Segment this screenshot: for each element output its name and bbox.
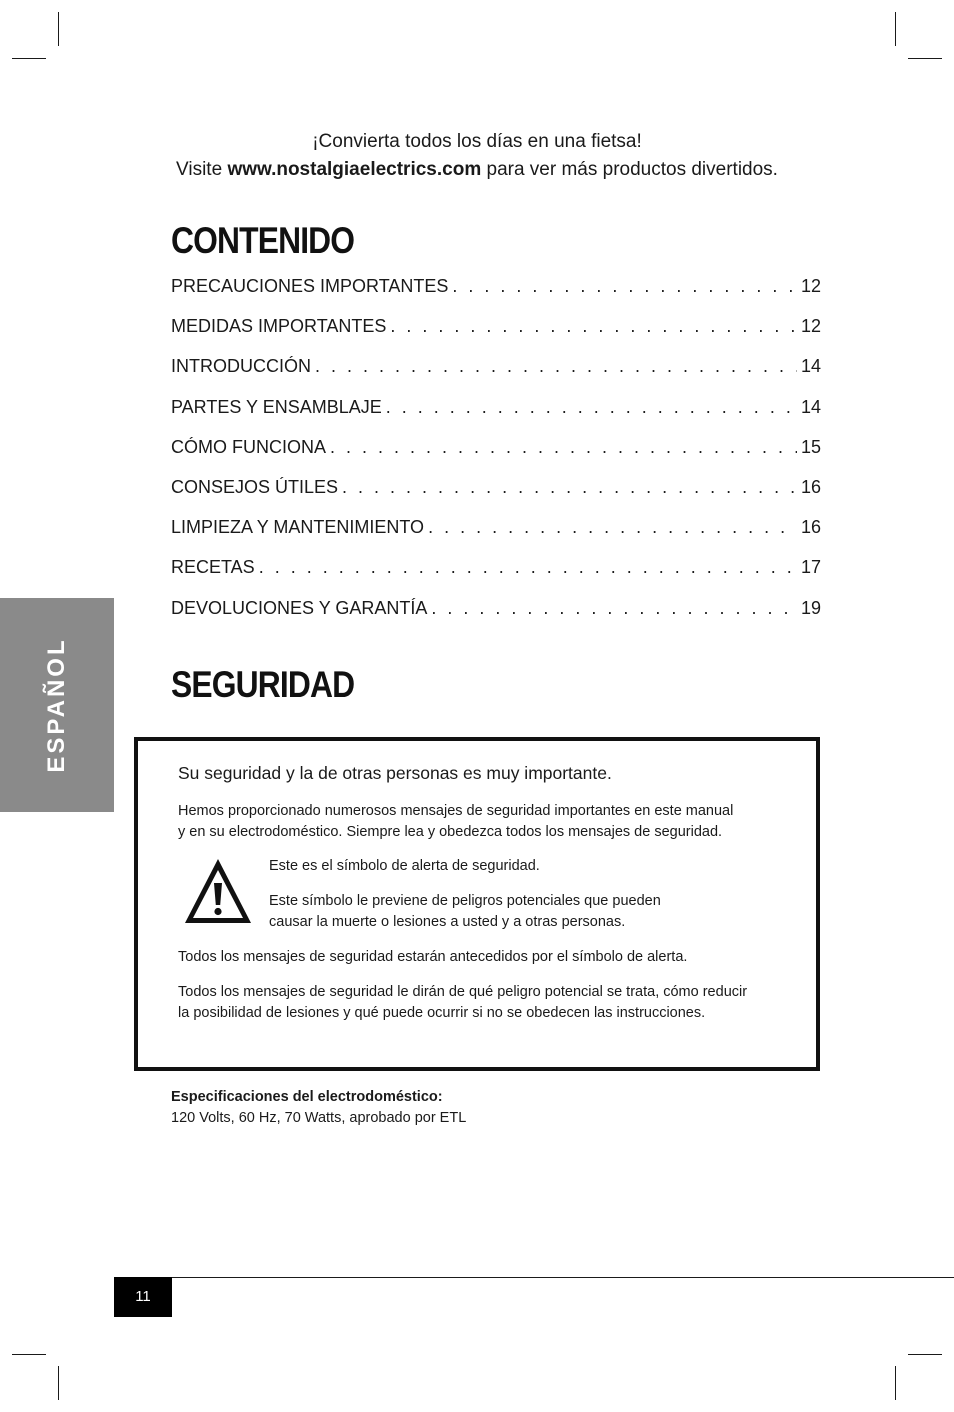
toc-entry-page: 12 bbox=[800, 276, 821, 296]
crop-mark bbox=[12, 1354, 46, 1355]
toc-entry-page: 14 bbox=[800, 356, 821, 377]
toc-entry-label: MEDIDAS IMPORTANTES bbox=[171, 316, 387, 337]
toc-leader-dots bbox=[330, 437, 797, 458]
symbol-description-line: causar la muerte o lesiones a usted y a otras personas. bbox=[269, 914, 626, 930]
toc-leader-dots bbox=[452, 276, 797, 297]
appliance-specs bbox=[171, 1087, 466, 1129]
tagline-prefix: Visite bbox=[176, 159, 228, 180]
crop-mark bbox=[895, 1366, 896, 1400]
toc-entry[interactable] bbox=[171, 517, 821, 557]
toc-entry-label: RECETAS bbox=[171, 557, 255, 578]
toc-entry-page: 15 bbox=[800, 436, 821, 457]
toc-entry-label: LIMPIEZA Y MANTENIMIENTO bbox=[171, 517, 425, 538]
toc-leader-dots bbox=[390, 316, 797, 337]
safety-paragraph bbox=[178, 801, 733, 843]
specs-label: Especificaciones del electrodoméstico: bbox=[171, 1089, 443, 1105]
toc-entry[interactable] bbox=[171, 477, 821, 517]
page-number: 11 bbox=[114, 1277, 172, 1317]
tagline-line1: ¡Convierta todos los días en una fietsa! bbox=[312, 131, 642, 152]
toc-entry-label: DEVOLUCIONES Y GARANTÍA bbox=[171, 597, 428, 618]
language-tab-label: ESPAÑOL bbox=[43, 637, 70, 773]
tagline bbox=[0, 128, 954, 184]
crop-mark bbox=[908, 1354, 942, 1355]
toc-leader-dots bbox=[259, 557, 797, 578]
toc-entry-page: 12 bbox=[800, 316, 821, 337]
toc-leader-dots bbox=[315, 356, 797, 377]
toc-entry-page: 19 bbox=[800, 597, 821, 618]
toc-entry-label: CONSEJOS ÚTILES bbox=[171, 476, 339, 497]
safety-paragraph bbox=[178, 982, 747, 1024]
toc-leader-dots bbox=[386, 397, 797, 418]
toc-entry[interactable] bbox=[171, 437, 821, 477]
safety-paragraph-line: y en su electrodoméstico. Siempre lea y obedezca todos los mensajes de seguridad. bbox=[178, 824, 723, 840]
safety-paragraph-line: Hemos proporcionado numerosos mensajes de seguridad importantes en este manual bbox=[178, 803, 734, 819]
tagline-suffix: para ver más productos divertidos. bbox=[481, 159, 778, 180]
safety-lead: Su seguridad y la de otras personas es muy importante. bbox=[178, 763, 612, 783]
specs-value: 120 Volts, 60 Hz, 70 Watts, aprobado por ETL bbox=[171, 1110, 467, 1126]
toc-leader-dots bbox=[431, 598, 797, 619]
footer-rule bbox=[114, 1277, 954, 1278]
toc-entry-label: PRECAUCIONES IMPORTANTES bbox=[171, 276, 449, 296]
toc-entry[interactable] bbox=[171, 356, 821, 396]
crop-mark bbox=[908, 58, 942, 59]
toc-entry-label: INTRODUCCIÓN bbox=[171, 356, 311, 377]
safety-paragraph: Todos los mensajes de seguridad estarán antecedidos por el símbolo de alerta. bbox=[178, 949, 688, 965]
symbol-text: Este es el símbolo de alerta de seguridad. bbox=[269, 858, 540, 874]
crop-mark bbox=[12, 58, 46, 59]
toc-leader-dots bbox=[342, 477, 797, 498]
contents-title: CONTENIDO bbox=[171, 220, 355, 261]
toc-entry[interactable] bbox=[171, 276, 821, 316]
toc-entry[interactable] bbox=[171, 557, 821, 597]
symbol-description bbox=[269, 891, 661, 933]
warning-triangle-icon bbox=[182, 855, 254, 927]
safety-box bbox=[134, 737, 820, 1071]
crop-mark bbox=[895, 12, 896, 46]
toc-entry[interactable] bbox=[171, 397, 821, 437]
language-tab bbox=[0, 598, 114, 812]
toc-entry-label: CÓMO FUNCIONA bbox=[171, 436, 326, 457]
crop-mark bbox=[58, 1366, 59, 1400]
toc-leader-dots bbox=[428, 517, 797, 538]
website-link[interactable]: www.nostalgiaelectrics.com bbox=[227, 159, 482, 180]
safety-title: SEGURIDAD bbox=[171, 664, 355, 705]
toc-entry-page: 14 bbox=[800, 396, 821, 417]
toc-entry-page: 16 bbox=[800, 517, 821, 538]
safety-paragraph-line: la posibilidad de lesiones y qué puede ocurrir si no se obedecen las instrucciones. bbox=[178, 1005, 706, 1021]
symbol-description-line: Este símbolo le previene de peligros potenciales que pueden bbox=[269, 893, 661, 909]
crop-mark bbox=[58, 12, 59, 46]
tagline-line2 bbox=[0, 156, 954, 184]
toc-entry[interactable] bbox=[171, 598, 821, 638]
table-of-contents bbox=[171, 276, 821, 638]
toc-entry[interactable] bbox=[171, 316, 821, 356]
toc-entry-label: PARTES Y ENSAMBLAJE bbox=[171, 396, 382, 417]
toc-entry-page: 17 bbox=[800, 557, 821, 578]
toc-entry-page: 16 bbox=[800, 476, 821, 497]
safety-paragraph-line: Todos los mensajes de seguridad le dirán de qué peligro potencial se trata, cómo reducir bbox=[178, 984, 748, 1000]
